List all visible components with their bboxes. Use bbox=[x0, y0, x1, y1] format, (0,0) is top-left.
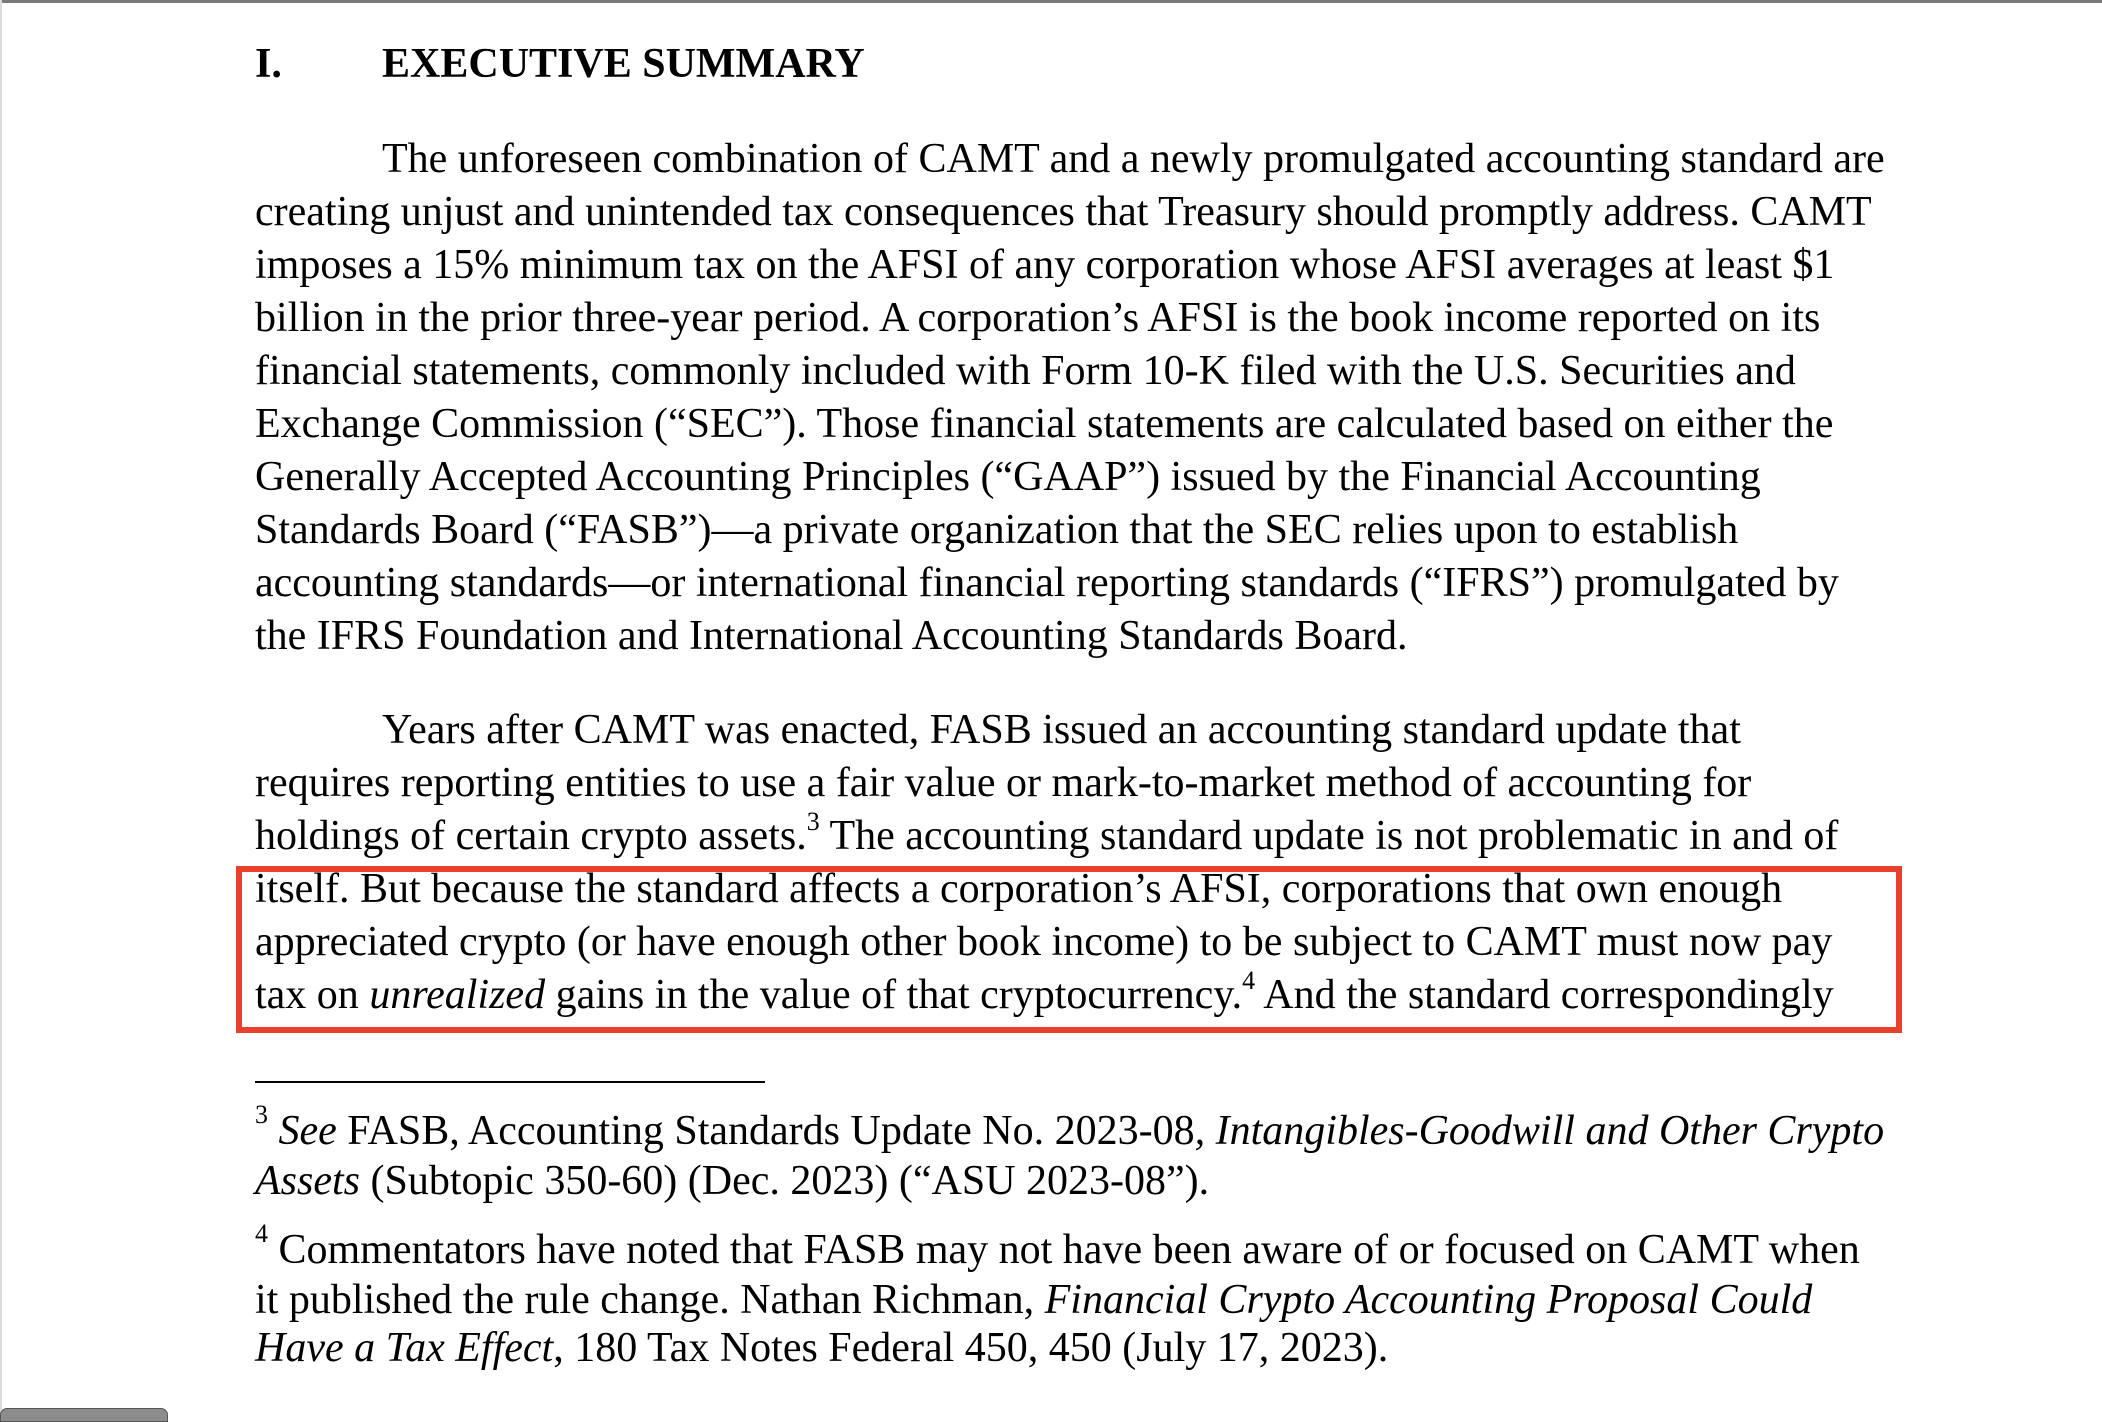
text-span: (Subtopic 350-60) (Dec. 2023) (“ASU 2023-08”). bbox=[360, 1158, 1210, 1204]
paragraph2-line bbox=[255, 807, 1839, 863]
section-title: EXECUTIVE SUMMARY bbox=[382, 41, 865, 87]
footnote-separator bbox=[255, 1081, 765, 1083]
footnote-4-line bbox=[255, 1323, 1388, 1373]
footnote-ref-4[interactable]: 4 bbox=[1242, 966, 1256, 995]
footnote-ref-3[interactable]: 3 bbox=[806, 807, 820, 836]
paragraph1-line: imposes a 15% minimum tax on the AFSI of any corporation whose AFSI averages at least $1 bbox=[255, 242, 1835, 288]
text-span: FASB, Accounting Standards Update No. 2023-08 bbox=[336, 1108, 1195, 1154]
footnote-marker-4: 4 bbox=[255, 1219, 268, 1248]
text-span: tax on bbox=[255, 972, 370, 1018]
text-span: gains in the value of that cryptocurrency. bbox=[545, 972, 1243, 1018]
section-number: I. bbox=[255, 41, 282, 87]
paragraph1-line: Standards Board (“FASB”)—a private organization that the SEC relies upon to establish bbox=[255, 507, 1739, 553]
paragraph1-line: creating unjust and unintended tax consequences that Treasury should promptly address. CAMT bbox=[255, 189, 1872, 235]
text-span: Commentators have noted that FASB may not have been aware of or focused on CAMT when bbox=[268, 1227, 1860, 1273]
section-heading bbox=[255, 36, 865, 92]
paragraph2-line: itself. But because the standard affects a corporation’s AFSI, corporations that own enough bbox=[255, 866, 1783, 912]
top-border bbox=[0, 0, 2102, 3]
text-span: And the standard correspondingly bbox=[1255, 972, 1834, 1018]
citation-title: Financial Crypto Accounting Proposal Could bbox=[1044, 1277, 1813, 1323]
paragraph1-line: Generally Accepted Accounting Principles (“GAAP”) issued by the Financial Accounting bbox=[255, 454, 1761, 500]
highlight-annotation-box bbox=[236, 866, 1902, 1033]
horizontal-scrollbar-thumb[interactable] bbox=[0, 1408, 168, 1422]
footnote-4-line bbox=[255, 1275, 1812, 1325]
text-span: holdings of certain crypto assets. bbox=[255, 813, 807, 859]
paragraph1-line: the IFRS Foundation and International Accounting Standards Board. bbox=[255, 613, 1408, 659]
citation-title: Have a Tax Effect bbox=[255, 1325, 554, 1371]
footnote-3-line bbox=[255, 1100, 1885, 1156]
footnote-4-line bbox=[255, 1219, 1860, 1275]
paragraph1-line: The unforeseen combination of CAMT and a newly promulgated accounting standard are bbox=[382, 136, 1885, 182]
paragraph2-line: requires reporting entities to use a fair value or mark-to-market method of accounting for bbox=[255, 760, 1752, 806]
paragraph1-line: Exchange Commission (“SEC”). Those financial statements are calculated based on either the bbox=[255, 401, 1834, 447]
footnote-3-line bbox=[255, 1156, 1209, 1206]
paragraph1-line: financial statements, commonly included with Form 10-K filed with the U.S. Securities and bbox=[255, 348, 1796, 394]
text-span: , 180 Tax Notes Federal 450, 450 (July 17, 2023). bbox=[553, 1325, 1389, 1371]
paragraph1-line: accounting standards—or international financial reporting standards (“IFRS”) promulgated by bbox=[255, 560, 1839, 606]
paragraph2-line: appreciated crypto (or have enough other book income) to be subject to CAMT must now pay bbox=[255, 919, 1833, 965]
citation-title: Assets bbox=[255, 1158, 360, 1204]
paragraph1-line: billion in the prior three-year period. A corporation’s AFSI is the book income reported on its bbox=[255, 295, 1821, 341]
emphasis-text: unrealized bbox=[369, 972, 546, 1018]
paragraph2-line: Years after CAMT was enacted, FASB issued an accounting standard update that bbox=[382, 707, 1741, 753]
text-span: it published the rule change. Nathan Richman, bbox=[255, 1277, 1045, 1323]
left-border bbox=[0, 0, 2, 1422]
text-span: The accounting standard update is not problematic in and of bbox=[819, 813, 1839, 859]
signal-see: See bbox=[278, 1108, 337, 1154]
citation-title: , Intangibles-Goodwill and Other Crypto bbox=[1194, 1108, 1885, 1154]
footnote-marker-3: 3 bbox=[255, 1100, 268, 1129]
